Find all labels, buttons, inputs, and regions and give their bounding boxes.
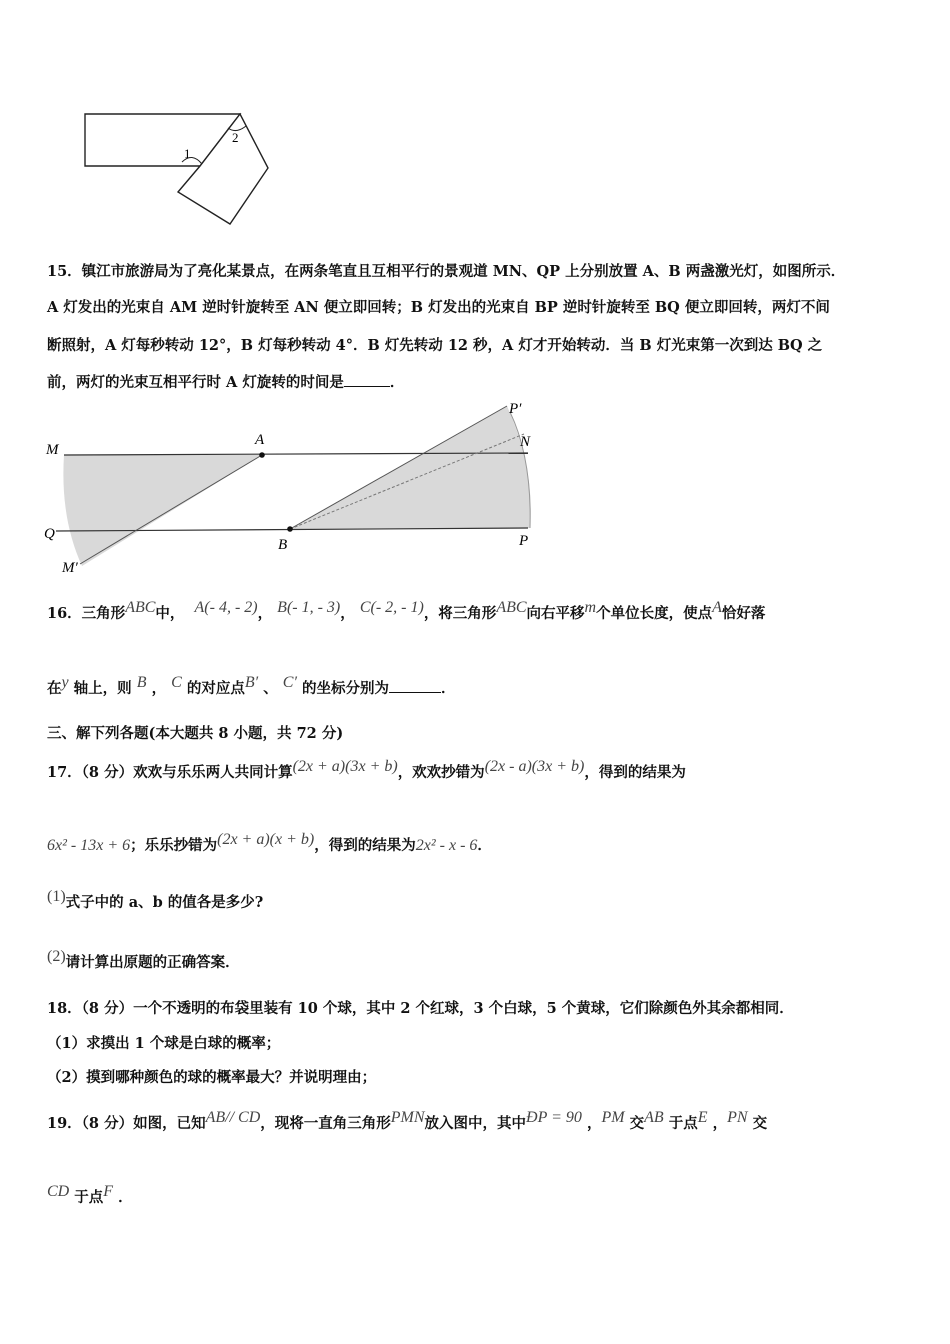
shaded-region-b — [290, 406, 531, 529]
q19-text-6: 于点 — [668, 1115, 698, 1132]
q19-text-7: ， — [712, 1115, 728, 1132]
point-b — [287, 526, 293, 532]
q16-line-2 — [47, 674, 456, 699]
q17-text-2: ，欢欢抄错为 — [397, 764, 485, 781]
q16-math-abc-2: ABC — [496, 599, 527, 616]
q17-text-4: ；乐乐抄错为 — [130, 837, 218, 854]
angle-label-1: 1 — [184, 146, 191, 161]
q16-text-q6: 的坐标分别为 — [302, 680, 390, 697]
q16-text-1: 16．三角形 — [47, 605, 126, 622]
q16-text-q3: ， — [151, 680, 167, 697]
q17-sub-1-num: (1) — [47, 888, 66, 905]
q19-expr-e: E — [697, 1109, 708, 1126]
q18-line-1: 18．（8 分）一个不透明的布袋里装有 10 个球，其中 2 个红球，3 个白球，5 个黄球，它们除颜色外其余都相同． — [47, 1000, 794, 1017]
q17-sub-2-num: (2) — [47, 948, 66, 965]
label-p-prime: P′ — [509, 401, 522, 417]
q17-sub-2-text: 请计算出原题的正确答案． — [65, 954, 240, 971]
q16-math-y: y — [61, 674, 69, 691]
q19-expr-cd: CD — [47, 1183, 70, 1200]
q17-line-1 — [47, 758, 686, 783]
label-m-prime: M′ — [62, 560, 78, 576]
label-m: M — [46, 442, 59, 458]
q16-line-1 — [47, 599, 766, 624]
q17-text-1: 17．（8 分）欢欢与乐乐两人共同计算 — [47, 764, 293, 781]
q15-line-4-end: ． — [389, 374, 405, 391]
q18-sub-2: （2）摸到哪种颜色的球的概率最大？并说明理由； — [47, 1069, 377, 1086]
angle-label-2: 2 — [232, 130, 239, 145]
q18-sub-1: （1）求摸出 1 个球是白球的概率； — [47, 1035, 281, 1052]
q16-text-q1: 在 — [47, 680, 62, 697]
q19-expr-ab: AB — [644, 1109, 664, 1126]
label-q: Q — [44, 526, 55, 542]
q16-text-q7: ． — [441, 680, 456, 697]
q19-text-8: 交 — [752, 1115, 768, 1132]
q16-point-c: C(- 2, - 1) — [359, 599, 424, 616]
q17-text-6: ． — [477, 837, 492, 854]
q16-point-a: A(- 4, - 2) — [194, 599, 258, 616]
q19-text-9: 于点 — [74, 1189, 104, 1206]
q16-comma-1: ， — [257, 605, 273, 622]
fold-figure — [80, 108, 280, 233]
label-a: A — [255, 432, 265, 448]
q16-text-q5: 、 — [263, 680, 278, 697]
q16-math-a: A — [712, 599, 722, 616]
rotated-square — [178, 114, 268, 224]
q19-line-1 — [47, 1109, 768, 1134]
shaded-region-a — [63, 455, 262, 566]
q19-expr-pmn: PMN — [390, 1109, 425, 1126]
q16-math-c-prime: C′ — [282, 674, 297, 691]
q19-text-1: 19．（8 分）如图，已知 — [47, 1115, 206, 1132]
q19-expr-pm: PM — [601, 1109, 625, 1126]
q17-line-2 — [47, 831, 492, 856]
q19-expr-pn: PN — [727, 1109, 748, 1126]
label-n: N — [520, 434, 531, 450]
q17-expr-5: 2x² - x - 6 — [415, 837, 478, 854]
q17-sub-2 — [47, 948, 240, 973]
answer-blank-16 — [389, 678, 441, 693]
label-b: B — [278, 537, 288, 553]
q17-expr-3: 6x² - 13x + 6 — [47, 837, 131, 854]
q17-text-3: ，得到的结果为 — [584, 764, 686, 781]
q19-text-4: ， — [586, 1115, 602, 1132]
q17-sub-1-text: 式子中的 a、b 的值各是多少? — [65, 894, 264, 911]
q16-text-2: 中， — [155, 605, 185, 622]
q16-comma-2: ， — [340, 605, 355, 622]
q17-expr-1: (2x + a)(3x + b) — [292, 758, 398, 775]
label-p: P — [519, 533, 529, 549]
q16-text-4: 向右平移 — [526, 605, 585, 622]
q19-text-3: 放入图中，其中 — [424, 1115, 527, 1132]
q16-math-c: C — [171, 674, 182, 691]
q16-math-m: m — [584, 599, 597, 616]
q19-text-10: ． — [118, 1189, 133, 1206]
q15-line-3: 断照射，A 灯每秒转动 12°，B 灯每秒转动 4°．B 灯先转动 12 秒，A 灯才开始转动．当 B 灯光束第一次到达 BQ 之 — [47, 337, 823, 354]
q17-text-5: ，得到的结果为 — [314, 837, 416, 854]
laser-figure — [40, 398, 550, 580]
section-3-title: 三、解下列各题(本大题共 8 小题，共 72 分) — [47, 725, 344, 742]
q16-text-q4: 的对应点 — [186, 680, 245, 697]
q16-text-3: ，将三角形 — [423, 605, 497, 622]
q19-line-2 — [47, 1183, 133, 1208]
q17-expr-4: (2x + a)(x + b) — [217, 831, 315, 848]
q16-text-6: 恰好落 — [721, 605, 766, 622]
q19-text-2: ，现将一直角三角形 — [260, 1115, 391, 1132]
q16-math-abc: ABC — [125, 599, 156, 616]
point-a — [259, 452, 265, 458]
q15-line-4 — [47, 372, 404, 393]
q15-line-2: A 灯发出的光束自 AM 逆时针旋转至 AN 便立即回转；B 灯发出的光束自 BP 逆时针旋转至 BQ 便立即回转，两灯不间 — [47, 299, 830, 316]
q19-expr-f: F — [103, 1183, 114, 1200]
q17-expr-2: (2x - a)(3x + b) — [484, 758, 585, 775]
q16-math-b-prime: B′ — [244, 674, 259, 691]
answer-blank — [344, 372, 390, 387]
q19-expr-angle: ÐP = 90 — [526, 1109, 582, 1126]
q17-sub-1 — [47, 888, 264, 913]
q15-line-1: 15．镇江市旅游局为了亮化某景点，在两条笔直且互相平行的景观道 MN、QP 上分别放置 A、B 两盏激光灯，如图所示． — [47, 263, 846, 280]
q16-text-q2: 轴上，则 — [73, 680, 132, 697]
q15-line-4-text: 前，两灯的光束互相平行时 A 灯旋转的时间是 — [47, 374, 344, 391]
q16-text-5: 个单位长度，使点 — [596, 605, 713, 622]
q16-point-b: B(- 1, - 3) — [277, 599, 341, 616]
q16-math-b: B — [136, 674, 147, 691]
q19-expr-ab-cd: AB// CD — [205, 1109, 261, 1126]
q19-text-5: 交 — [629, 1115, 645, 1132]
